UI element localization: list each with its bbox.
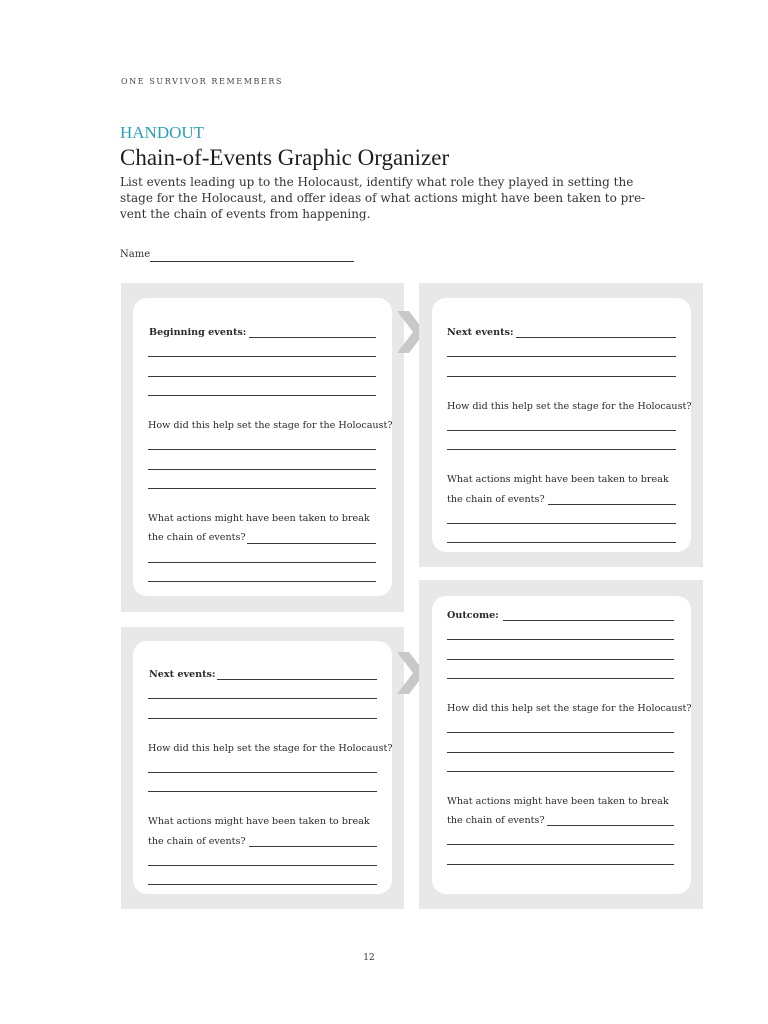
- next-events-card-top: [432, 298, 691, 552]
- beginning-events-panel: [121, 283, 404, 612]
- next-events-heading: Next events:: [447, 327, 514, 338]
- page-title: Chain-of-Events Graphic Organizer: [120, 145, 450, 170]
- actions-question-line1: What actions might have been taken to break: [447, 474, 669, 485]
- answer-line[interactable]: [148, 488, 376, 489]
- answer-line[interactable]: [447, 771, 674, 772]
- outcome-card: [432, 596, 691, 894]
- running-header: ONE SURVIVOR REMEMBERS: [121, 77, 284, 86]
- answer-line[interactable]: [148, 718, 377, 719]
- stage-question: How did this help set the stage for the Holocaust?: [447, 401, 692, 412]
- answer-line[interactable]: [548, 504, 676, 505]
- answer-line[interactable]: [148, 884, 377, 885]
- answer-line[interactable]: [148, 376, 376, 377]
- answer-line[interactable]: [503, 620, 674, 621]
- page-number: 12: [363, 953, 375, 963]
- answer-line[interactable]: [148, 698, 377, 699]
- instructions-line: stage for the Holocaust, and offer ideas of what actions might have been taken to pre-: [120, 191, 646, 205]
- answer-line[interactable]: [447, 523, 676, 524]
- answer-line[interactable]: [148, 581, 376, 582]
- instructions: [120, 174, 646, 222]
- actions-question-line2: the chain of events?: [447, 494, 545, 505]
- instructions-line: vent the chain of events from happening.: [120, 207, 371, 221]
- answer-line[interactable]: [447, 844, 674, 845]
- answer-line[interactable]: [148, 449, 376, 450]
- answer-line[interactable]: [447, 752, 674, 753]
- name-label: Name: [120, 249, 151, 260]
- handout-label: HANDOUT: [120, 123, 205, 142]
- outcome-panel: [419, 580, 703, 909]
- answer-line[interactable]: [148, 469, 376, 470]
- actions-question-line1: What actions might have been taken to break: [148, 816, 370, 827]
- answer-line[interactable]: [148, 772, 377, 773]
- answer-line[interactable]: [148, 562, 376, 563]
- stage-question: How did this help set the stage for the Holocaust?: [148, 743, 393, 754]
- answer-line[interactable]: [447, 659, 674, 660]
- answer-line[interactable]: [148, 791, 377, 792]
- next-events-heading: Next events:: [149, 669, 216, 680]
- answer-line[interactable]: [447, 542, 676, 543]
- answer-line[interactable]: [447, 732, 674, 733]
- answer-line[interactable]: [547, 825, 674, 826]
- answer-line[interactable]: [249, 846, 377, 847]
- actions-question-line1: What actions might have been taken to break: [148, 513, 370, 524]
- outcome-heading: Outcome:: [447, 610, 499, 621]
- answer-line[interactable]: [447, 678, 674, 679]
- answer-line[interactable]: [447, 430, 676, 431]
- answer-line[interactable]: [247, 543, 376, 544]
- answer-line[interactable]: [148, 395, 376, 396]
- answer-line[interactable]: [217, 679, 377, 680]
- answer-line[interactable]: [447, 449, 676, 450]
- beginning-events-heading: Beginning events:: [149, 327, 247, 338]
- answer-line[interactable]: [148, 356, 376, 357]
- actions-question-line2: the chain of events?: [447, 815, 545, 826]
- actions-question-line2: the chain of events?: [148, 836, 246, 847]
- answer-line[interactable]: [148, 865, 377, 866]
- beginning-events-card: [133, 298, 392, 596]
- actions-question-line1: What actions might have been taken to break: [447, 796, 669, 807]
- name-input-line[interactable]: [150, 261, 354, 262]
- answer-line[interactable]: [447, 356, 676, 357]
- answer-line[interactable]: [447, 639, 674, 640]
- next-events-card-bottom: [133, 641, 392, 894]
- next-events-panel-top: [419, 283, 703, 567]
- instructions-line: List events leading up to the Holocaust, identify what role they played in setting the: [120, 175, 634, 189]
- answer-line[interactable]: [447, 864, 674, 865]
- answer-line[interactable]: [249, 337, 376, 338]
- answer-line[interactable]: [516, 337, 676, 338]
- next-events-panel-bottom: [121, 627, 404, 909]
- actions-question-line2: the chain of events?: [148, 532, 246, 543]
- stage-question: How did this help set the stage for the Holocaust?: [148, 420, 393, 431]
- stage-question: How did this help set the stage for the Holocaust?: [447, 703, 692, 714]
- answer-line[interactable]: [447, 376, 676, 377]
